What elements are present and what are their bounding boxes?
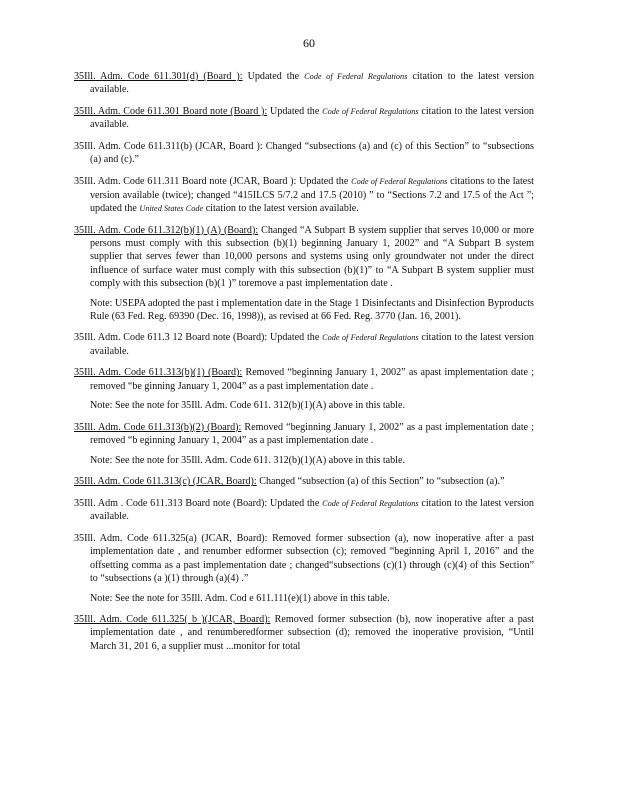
change-description: Updated the — [267, 332, 323, 344]
change-description: citation to the latest version available. — [90, 497, 534, 523]
change-description: Updated the — [267, 497, 323, 509]
entry-note: Note: See the note for 35Ill. Adm. Cod e 611.111(e)(1) above in this table. — [90, 592, 390, 604]
section-citation: 35Ill. Adm. Code 611.313(b)(1) (Board): — [74, 367, 243, 379]
entry-note: Note: USEPA adopted the past i mplementation date in the Stage 1 Disinfectants and Disinfection Byproducts Rule (63 Fed. Reg. 69390 (Dec. 16, 1998)), as revised at 66 Fed. Reg. 3770 (Jan. 16, 2001). — [90, 297, 534, 322]
change-description: Removed “beginning January 1, 2002” as apast implementation date ; removed “be ginning January 1, 2004” as a past implementation date . — [90, 367, 534, 392]
amendment-entry — [74, 224, 534, 290]
change-description: Updated the — [242, 71, 305, 82]
section-citation: 35Ill. Adm. Code 611.325( b )(JCAR, Board): — [74, 614, 271, 625]
change-description: Updated the — [296, 176, 352, 188]
entry-note: Note: See the note for 35Ill. Adm. Code 611. 312(b)(1)(A) above in this table. — [90, 454, 405, 466]
change-description: Removed former subsection (b), now inoperative after a past implementation date , and renumberedformer subsection (d); removed the inoperative provision, “Until March 31, 201 6, a supplier must ...monitor for total — [90, 614, 534, 652]
change-description: citation to the latest version available. — [90, 332, 534, 357]
section-citation: 35Ill. Adm. Code 611.312(b)(1) (A) (Board): — [74, 224, 259, 236]
section-citation: 35Ill. Adm. Code 611.311 Board note (JCAR, Board ): — [74, 176, 297, 188]
italic-title: Code of Federal Regulations — [322, 498, 419, 508]
amendment-entry — [74, 140, 534, 167]
section-citation: 35Ill. Adm. Code 611.301(d) (Board ): — [74, 71, 243, 82]
amendment-entry — [74, 331, 534, 358]
section-citation: 35Ill. Adm. Code 611.311(b) (JCAR, Board ): — [74, 141, 263, 153]
amendment-entry — [74, 366, 534, 393]
section-citation: 35Ill. Adm. Code 611.313(c) (JCAR, Board): — [74, 476, 257, 488]
amendment-entry — [74, 532, 534, 585]
change-description: Changed “subsection (a) of this Section” to “subsection (a).” — [256, 476, 505, 488]
amendment-entry — [74, 70, 534, 97]
amendment-entry — [74, 613, 534, 653]
change-description: Changed “subsections (a) and (c) of this Section” to “subsections (a) and (c).” — [90, 141, 534, 166]
amendment-entry — [74, 421, 534, 448]
italic-title: United States Code — [139, 203, 204, 213]
section-citation: 35Ill. Adm. Code 611.325(a) (JCAR, Board): — [74, 533, 268, 545]
page-number: 60 — [303, 36, 315, 50]
italic-title: Code of Federal Regulations — [351, 177, 448, 187]
section-citation: 35Ill. Adm. Code 611.301 Board note (Board ): — [74, 106, 268, 118]
change-description: Changed “A Subpart B system supplier that serves 10,000 or more persons must comply with this subsection (b)(1) beginning January 1, 2002” and “A Subpart B system supplier that serves fewer than 10,000 persons and systems using only groundwater not under the direct influence of surface water must comply with this subsection (b)(1)” to “A Subpart B system supplier must comply with this subsection (b)(1 )” toremove a past implementation date . — [90, 224, 534, 289]
change-description: citation to the latest version available. — [90, 106, 534, 131]
change-description: citation to the latest version available. — [90, 71, 534, 96]
section-citation: 35Ill. Adm. Code 611.313(b)(2) (Board): — [74, 421, 242, 433]
amendment-entry — [74, 497, 534, 524]
entry-note: Note: See the note for 35Ill. Adm. Code 611. 312(b)(1)(A) above in this table. — [90, 400, 405, 412]
change-description: Removed former subsection (a), now inoperative after a past implementation date , and renumber edformer subsection (c); removed “beginning April 1, 2016” and the offsetting comma as a past implementation date ; changed“subsections (c)(1) through (c)(4) of this Section” to “subsections (a )(1) through (a)(4) .” — [90, 533, 534, 584]
change-description: Removed “beginning January 1, 2002” as a past implementation date ; removed “b eginning January 1, 2004” as a past implementation date . — [90, 421, 534, 447]
italic-title: Code of Federal Regulations — [304, 72, 408, 81]
section-citation: 35Ill. Adm . Code 611.313 Board note (Board): — [74, 497, 268, 509]
change-description: Updated the — [267, 106, 323, 118]
section-citation: 35Ill. Adm. Code 611.3 12 Board note (Board): — [74, 332, 268, 344]
change-description: citation to the latest version available. — [203, 202, 359, 214]
amendment-entry — [74, 475, 534, 488]
italic-title: Code of Federal Regulations — [322, 107, 419, 117]
italic-title: Code of Federal Regulations — [322, 333, 419, 343]
change-description: citations to the latest version available (twice); changed “415ILCS 5/7.2 and 17.5 (2010) ” to “Sections 7.2 and 17.5 of the Act ”; updated the — [90, 176, 534, 214]
amendment-list — [74, 70, 534, 661]
amendment-entry — [74, 175, 534, 215]
amendment-entry — [74, 105, 534, 132]
